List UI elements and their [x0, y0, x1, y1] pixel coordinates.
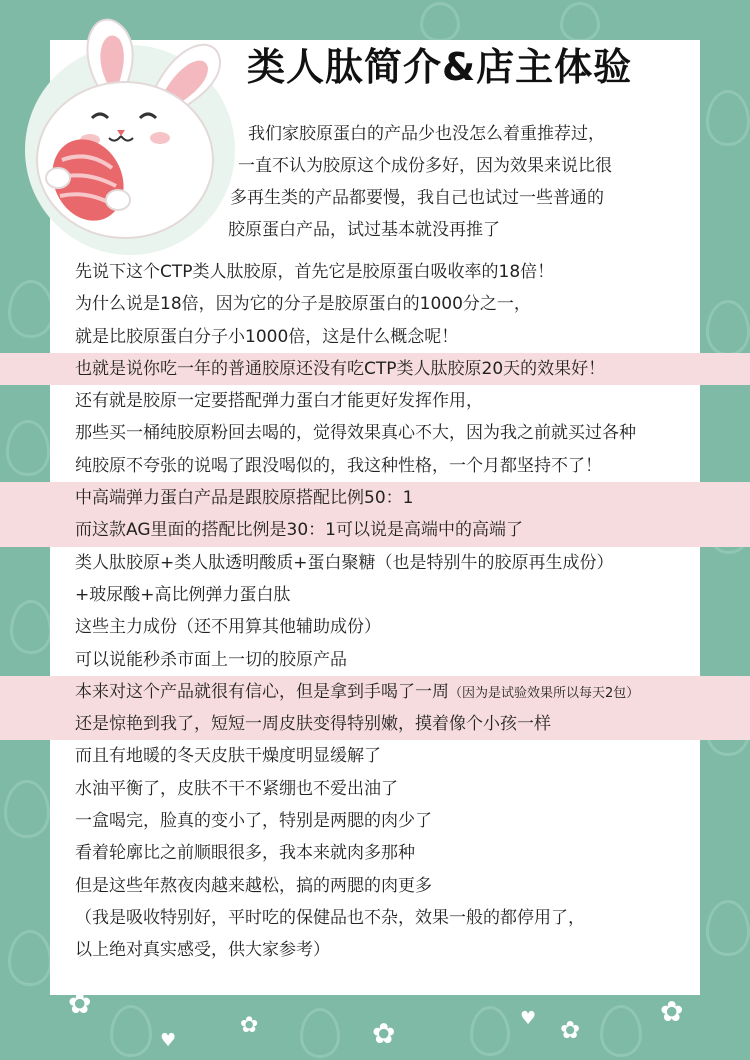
text-line — [0, 837, 750, 869]
flower-icon: ✿ — [372, 1017, 396, 1050]
text-line — [0, 547, 750, 579]
line-text: 还有就是胶原一定要搭配弹力蛋白才能更好发挥作用， — [75, 391, 483, 412]
line-text: 也就是说你吃一年的普通胶原还没有吃CTP类人肽胶原20天的效果好！ — [75, 358, 606, 379]
line-text: 以上绝对真实感受，供大家参考） — [75, 940, 330, 961]
text-line — [0, 740, 750, 772]
egg-icon — [560, 2, 600, 42]
line-text: 这些主力成份（还不用算其他辅助成份） — [75, 617, 381, 638]
text-line — [0, 321, 750, 353]
text-line — [0, 773, 750, 805]
intro-line: 胶原蛋白产品，试过基本就没再推了 — [228, 220, 500, 240]
line-text: 为什么说是18倍，因为它的分子是胶原蛋白的1000分之一， — [75, 294, 531, 315]
egg-icon — [110, 1005, 152, 1057]
line-text: 就是比胶原蛋白分子小1000倍，这是什么概念呢！ — [75, 326, 459, 347]
line-text: 先说下这个CTP类人肽胶原，首先它是胶原蛋白吸收率的18倍！ — [75, 262, 555, 282]
highlighted-line — [0, 708, 750, 740]
flower-icon: ✿ — [560, 1016, 581, 1044]
text-line — [0, 934, 750, 966]
egg-icon — [470, 1006, 510, 1056]
line-text: 但是这些年熬夜肉越来越松，搞的两腮的肉更多 — [75, 875, 432, 896]
highlighted-line — [0, 353, 750, 385]
text-line — [0, 870, 750, 902]
text-line — [0, 644, 750, 676]
text-line — [0, 256, 750, 288]
text-line — [0, 288, 750, 320]
egg-icon — [706, 90, 750, 146]
text-line — [0, 805, 750, 837]
intro-paragraph — [218, 118, 688, 246]
bunny-illustration — [0, 0, 240, 260]
page-title: 类人肽简介&店主体验 — [247, 45, 633, 89]
text-line — [0, 902, 750, 934]
line-text: 中高端弹力蛋白产品是跟胶原搭配比例50：1 — [75, 488, 414, 509]
body-text — [0, 256, 750, 967]
flower-icon: ✿ — [68, 987, 92, 1020]
text-line — [0, 450, 750, 482]
text-line — [0, 417, 750, 449]
egg-icon — [300, 1008, 340, 1058]
line-text: +玻尿酸+高比例弹力蛋白肽 — [75, 584, 291, 605]
text-line — [0, 611, 750, 643]
highlighted-line — [0, 514, 750, 546]
line-text: 看着轮廓比之前顺眼很多，我本来就肉多那种 — [75, 843, 415, 864]
line-text: 类人肽胶原+类人肽透明酸质+蛋白聚糖（也是特别牛的胶原再生成份） — [75, 552, 614, 573]
line-text: （我是吸收特别好，平时吃的保健品也不杂，效果一般的都停用了， — [75, 907, 585, 928]
flower-icon: ✿ — [660, 995, 684, 1028]
intro-line: 多再生类的产品都要慢，我自己也试过一些普通的 — [230, 188, 604, 208]
flower-icon: ✿ — [240, 1013, 259, 1038]
line-text: 一盒喝完，脸真的变小了，特别是两腮的肉少了 — [75, 811, 432, 832]
line-text: 那些买一桶纯胶原粉回去喝的，觉得效果真心不大，因为我之前就买过各种 — [75, 423, 636, 444]
highlighted-line — [0, 482, 750, 514]
line-text: 还是惊艳到我了，短短一周皮肤变得特别嫩，摸着像个小孩一样 — [75, 714, 551, 735]
highlighted-line — [0, 676, 750, 708]
egg-icon — [420, 2, 460, 42]
intro-line: 一直不认为胶原这个成份多好，因为效果来说比很 — [238, 156, 612, 176]
line-text: 本来对这个产品就很有信心，但是拿到手喝了一周 — [75, 681, 449, 702]
egg-icon — [600, 1005, 642, 1057]
line-text: 而且有地暖的冬天皮肤干燥度明显缓解了 — [75, 746, 381, 767]
intro-line: 我们家胶原蛋白的产品少也没怎么着重推荐过， — [248, 124, 605, 144]
line-note: （因为是试验效果所以每天2包） — [449, 685, 640, 701]
text-line — [0, 579, 750, 611]
text-line — [0, 385, 750, 417]
line-text: 水油平衡了，皮肤不干不紧绷也不爱出油了 — [75, 778, 398, 799]
heart-icon: ♥ — [160, 1030, 177, 1051]
line-text: 可以说能秒杀市面上一切的胶原产品 — [75, 649, 347, 670]
line-text: 纯胶原不夸张的说喝了跟没喝似的，我这种性格，一个月都坚持不了！ — [75, 455, 602, 476]
heart-icon: ♥ — [520, 1008, 537, 1029]
line-text: 而这款AG里面的搭配比例是30：1可以说是高端中的高端了 — [75, 520, 523, 541]
